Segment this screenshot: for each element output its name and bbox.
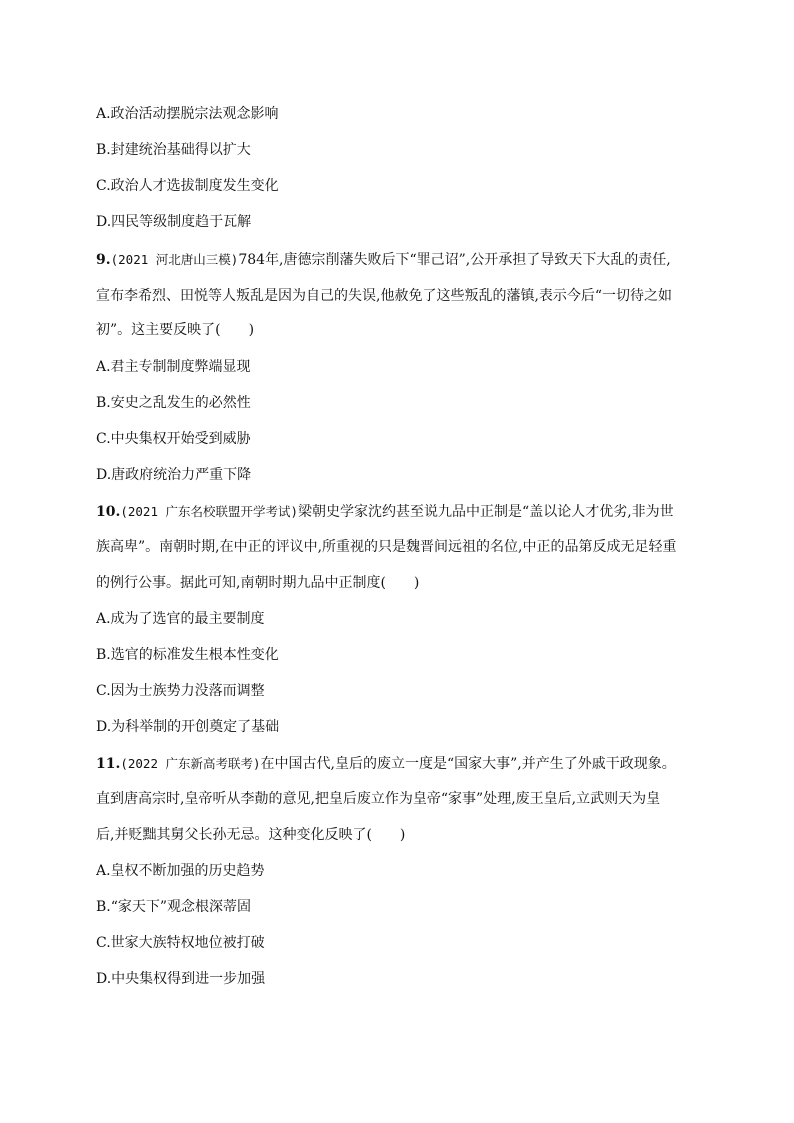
q11-option-b: B.“家天下”观念根深蒂固 — [96, 899, 252, 915]
q9-option-d: D.唐政府统治力严重下降 — [96, 467, 252, 483]
q10-option-a: A.成为了选官的最主要制度 — [96, 611, 265, 627]
q8-option-c: C.政治人才选拔制度发生变化 — [96, 178, 279, 194]
q11-source: (2022 广东新高考联考) — [120, 756, 261, 771]
q9-option-a: A.君主专制制度弊端显现 — [96, 359, 251, 375]
q11-stem-line2: 直到唐高宗时,皇帝听从李勣的意见,把皇后废立作为皇帝“家事”处理,废王皇后,立武则天为皇 — [96, 791, 661, 807]
q11-option-d: D.中央集权得到进一步加强 — [96, 971, 266, 987]
q11-number: 11. — [96, 756, 121, 772]
q10-source: (2021 广东名校联盟开学考试) — [120, 504, 299, 519]
q11-stem-line3: 后,并贬黜其舅父长孙无忌。这种变化反映了( ) — [96, 827, 406, 843]
q11-option-c: C.世家大族特权地位被打破 — [96, 935, 265, 951]
q8-option-a: A.政治活动摆脱宗法观念影响 — [96, 106, 279, 122]
q9-stem-line2: 宣布李希烈、田悦等人叛乱是因为自己的失误,他赦免了这些叛乱的藩镇,表示今后“一切待之如 — [96, 288, 673, 304]
q9-stem-line1 — [96, 250, 706, 270]
q9-option-b: B.安史之乱发生的必然性 — [96, 395, 251, 411]
q9-stem-line3: 初”。这主要反映了( ) — [96, 322, 255, 338]
q9-option-c: C.中央集权开始受到威胁 — [96, 431, 251, 447]
q9-stem-text1: 784年,唐德宗削藩失败后下“罪己诏”,公开承担了导致天下大乱的责任, — [238, 252, 671, 268]
q9-number: 9. — [96, 252, 111, 268]
q10-option-d: D.为科举制的开创奠定了基础 — [96, 719, 280, 735]
q10-stem-line1 — [96, 502, 706, 522]
q10-stem-text1: 梁朝史学家沈约甚至说九品中正制是“盖以论人才优劣,非为世 — [298, 504, 674, 520]
q10-option-b: B.选官的标准发生根本性变化 — [96, 647, 279, 663]
q10-stem-line3: 的例行公事。据此可知,南朝时期九品中正制度( ) — [96, 575, 420, 591]
q10-stem-line2: 族高卑”。南朝时期,在中正的评议中,所重视的只是魏晋间远祖的名位,中正的品第反成无足轻重 — [96, 539, 677, 555]
q10-option-c: C.因为士族势力没落而调整 — [96, 683, 265, 699]
q9-source: (2021 河北唐山三模) — [110, 252, 239, 267]
q11-stem-text1: 在中国古代,皇后的废立一度是“国家大事”,并产生了外戚干政现象。 — [260, 756, 676, 772]
q8-option-d: D.四民等级制度趋于瓦解 — [96, 214, 252, 230]
q8-option-b: B.封建统治基础得以扩大 — [96, 142, 251, 158]
q11-stem-line1 — [96, 754, 706, 774]
q10-number: 10. — [96, 504, 121, 520]
q11-option-a: A.皇权不断加强的历史趋势 — [96, 863, 265, 879]
